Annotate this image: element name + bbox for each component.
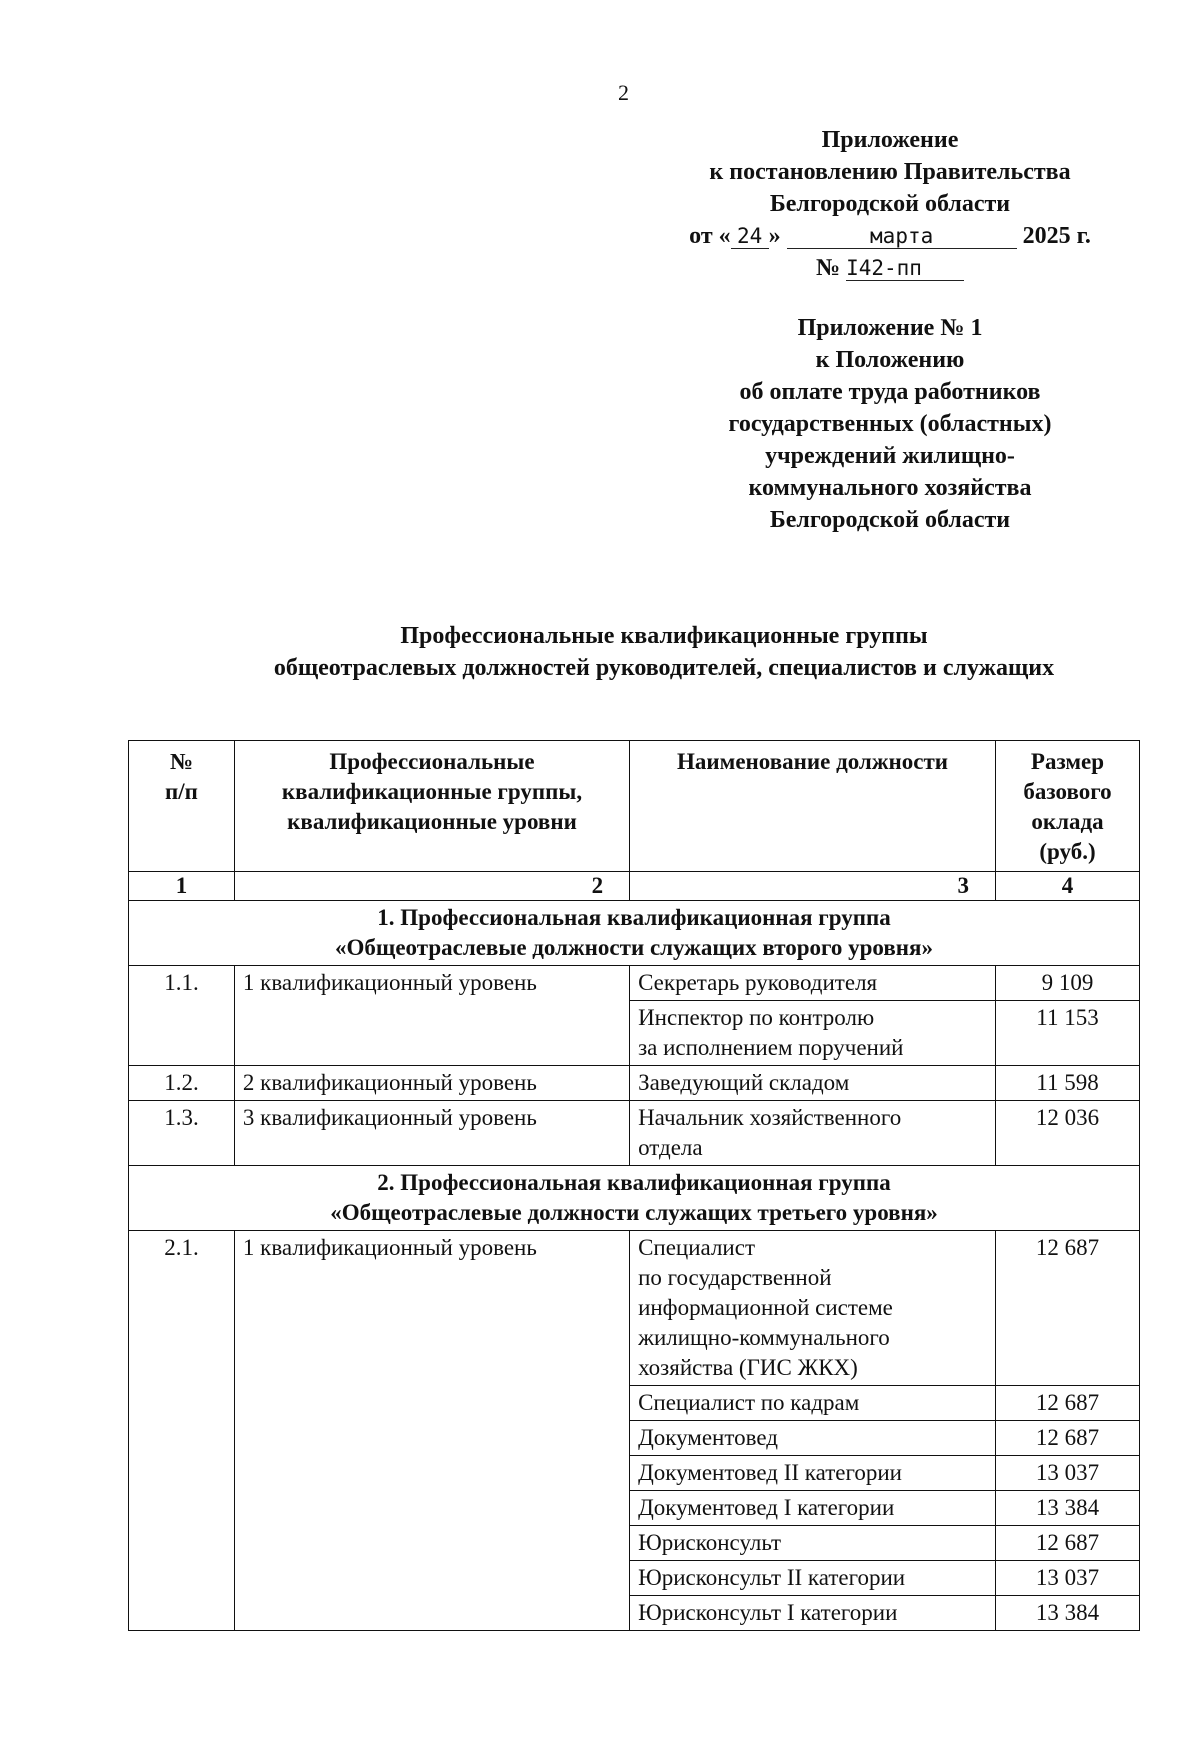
base-salary: 12 036 (996, 1101, 1140, 1166)
position-name (630, 1101, 996, 1166)
header-salary-text: оклада (1031, 809, 1104, 834)
column-number: 2 (234, 872, 629, 901)
position-name-line: Специалист по кадрам (638, 1390, 860, 1415)
annex-line: Приложение № 1 (797, 315, 983, 341)
position-name (630, 1456, 996, 1491)
header-salary (996, 741, 1140, 872)
group-title-line: 2. Профессиональная квалификационная группа (377, 1170, 891, 1195)
appendix-line-region: Белгородской области (769, 191, 1011, 217)
annex-header (660, 312, 1120, 536)
appendix-title: Приложение (821, 127, 959, 153)
qualification-table (128, 740, 1140, 1631)
position-name (630, 1491, 996, 1526)
base-salary: 11 153 (996, 1001, 1140, 1066)
group-title-line: 1. Профессиональная квалификационная группа (377, 905, 891, 930)
header-groups-text: квалификационные уровни (287, 809, 577, 834)
table-row (129, 1231, 1140, 1386)
table-row (129, 1101, 1140, 1166)
group-title-line: «Общеотраслевые должности служащих третьего уровня» (330, 1200, 938, 1225)
number-value: I42-пп (846, 256, 964, 281)
position-name-line: Документовед I категории (638, 1495, 895, 1520)
table-header-row (129, 741, 1140, 872)
annex-line: к Положению (815, 347, 965, 373)
position-name-line: Начальник хозяйственного (638, 1105, 902, 1130)
header-number-text: № (169, 749, 194, 774)
position-name-line: хозяйства (ГИС ЖКХ) (638, 1355, 858, 1380)
position-name (630, 1561, 996, 1596)
base-salary: 12 687 (996, 1386, 1140, 1421)
position-name (630, 1526, 996, 1561)
annex-line: учреждений жилищно- (765, 443, 1015, 469)
appendix-header (660, 124, 1120, 284)
position-name-line: жилищно-коммунального (638, 1325, 890, 1350)
date-month: марта (787, 224, 1017, 249)
table-row (129, 1066, 1140, 1101)
number-prefix: № (815, 255, 841, 281)
base-salary: 12 687 (996, 1421, 1140, 1456)
row-number: 2.1. (129, 1231, 235, 1631)
annex-line: Белгородской области (769, 507, 1011, 533)
header-groups (234, 741, 629, 872)
document-title (128, 620, 1200, 684)
position-name-line: Документовед (638, 1425, 778, 1450)
position-name (630, 966, 996, 1001)
column-numbers-row (129, 872, 1140, 901)
position-name-line: Документовед II категории (638, 1460, 902, 1485)
header-salary-text: (руб.) (1039, 839, 1096, 864)
qualification-level: 1 квалификационный уровень (234, 1231, 629, 1631)
position-name (630, 1596, 996, 1631)
group-title (129, 1166, 1140, 1231)
position-name (630, 1001, 996, 1066)
position-name-line: Юрисконсульт II категории (638, 1565, 906, 1590)
row-number: 1.3. (129, 1101, 235, 1166)
position-name-line: за исполнением поручений (638, 1035, 904, 1060)
appendix-date (660, 220, 1120, 252)
base-salary: 12 687 (996, 1526, 1140, 1561)
position-name (630, 1231, 996, 1386)
header-groups-text: квалификационные группы, (281, 779, 583, 804)
base-salary: 13 037 (996, 1456, 1140, 1491)
position-name-line: Специалист (638, 1235, 755, 1260)
column-number: 4 (996, 872, 1140, 901)
header-groups-text: Профессиональные (329, 749, 535, 774)
position-name (630, 1386, 996, 1421)
date-year: 2025 г. (1022, 223, 1091, 249)
column-number: 3 (630, 872, 996, 901)
page-number: 2 (618, 80, 629, 105)
date-day: 24 (731, 224, 769, 249)
header-position-text: Наименование должности (677, 749, 949, 774)
position-name-line: отдела (638, 1135, 703, 1160)
annex-line: государственных (областных) (728, 411, 1052, 437)
table-row (129, 966, 1140, 1001)
row-number: 1.1. (129, 966, 235, 1066)
group-row (129, 1166, 1140, 1231)
base-salary: 9 109 (996, 966, 1140, 1001)
date-mid: » (768, 223, 781, 249)
annex-line: коммунального хозяйства (748, 475, 1032, 501)
date-prefix: от « (689, 223, 731, 249)
base-salary: 13 384 (996, 1596, 1140, 1631)
header-salary-text: Размер (1030, 749, 1105, 774)
position-name-line: по государственной (638, 1265, 832, 1290)
qualification-level: 1 квалификационный уровень (234, 966, 629, 1066)
base-salary: 13 037 (996, 1561, 1140, 1596)
position-name-line: информационной системе (638, 1295, 893, 1320)
row-number: 1.2. (129, 1066, 235, 1101)
header-position (630, 741, 996, 872)
document-title-line1: Профессиональные квалификационные группы (400, 623, 928, 649)
group-title-line: «Общеотраслевые должности служащих второго уровня» (335, 935, 933, 960)
base-salary: 11 598 (996, 1066, 1140, 1101)
header-number (129, 741, 235, 872)
appendix-line-resolution: к постановлению Правительства (709, 159, 1071, 185)
position-name-line: Инспектор по контролю (638, 1005, 875, 1030)
qualification-level: 3 квалификационный уровень (234, 1101, 629, 1166)
base-salary: 13 384 (996, 1491, 1140, 1526)
position-name (630, 1066, 996, 1101)
qualification-level: 2 квалификационный уровень (234, 1066, 629, 1101)
group-title (129, 901, 1140, 966)
column-number: 1 (129, 872, 235, 901)
annex-line: об оплате труда работников (739, 379, 1041, 405)
base-salary: 12 687 (996, 1231, 1140, 1386)
header-salary-text: базового (1023, 779, 1112, 804)
header-number-text: п/п (165, 779, 198, 804)
document-title-line2: общеотраслевых должностей руководителей, специалистов и служащих (273, 655, 1055, 681)
position-name-line: Секретарь руководителя (638, 970, 878, 995)
position-name (630, 1421, 996, 1456)
appendix-number (660, 252, 1120, 284)
position-name-line: Юрисконсульт I категории (638, 1600, 898, 1625)
group-row (129, 901, 1140, 966)
position-name-line: Юрисконсульт (638, 1530, 782, 1555)
position-name-line: Заведующий складом (638, 1070, 850, 1095)
